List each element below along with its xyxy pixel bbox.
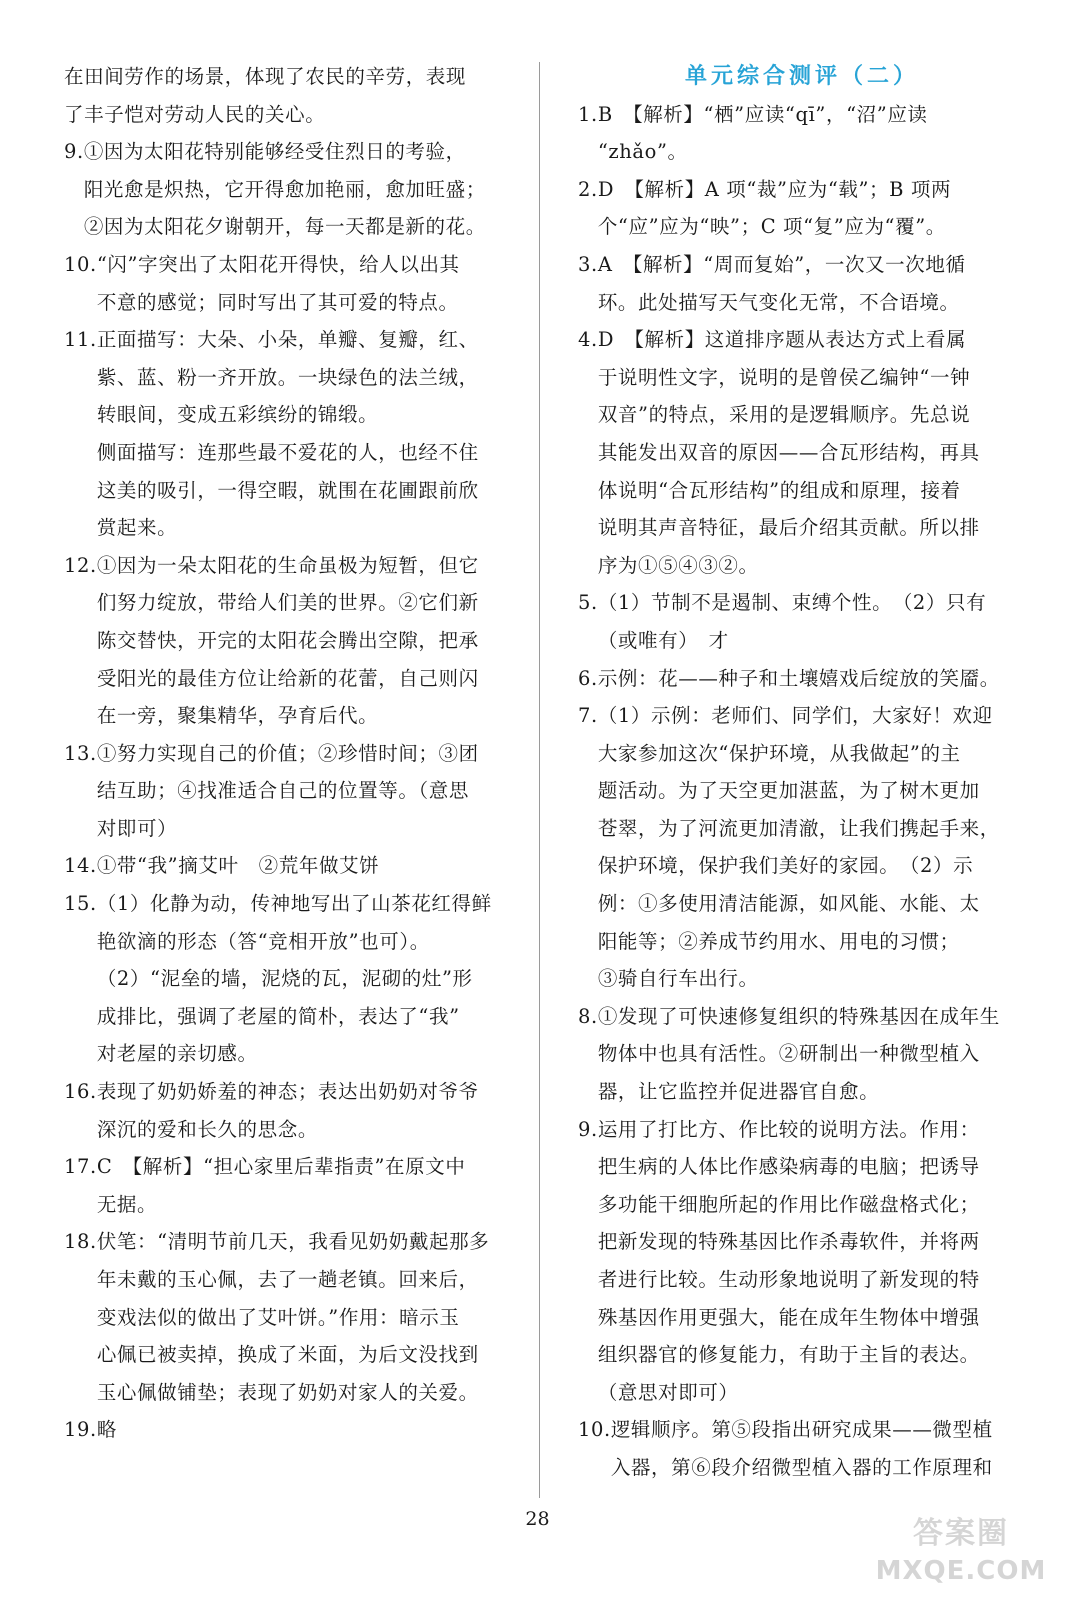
answer-text: ①因为太阳花特别能够经受住烈日的考验， 阳光愈是炽热，它开得愈加艳丽，愈加旺盛； ②因为太阳花夕谢朝开，每一天都是新的花。 <box>83 140 486 239</box>
answer-text: 运用了打比方、作比较的说明方法。作用： 把生病的人体比作感染病毒的电脑；把诱导 多功能干细胞所起的作用比作磁盘格式化； 把新发现的特殊基因比作杀毒软件，并将两 者进行比较。生动形象地说明了新发现的特 殊基因作用更强大，能在成年生物体中增强 组织器官的修复能力，有助于主旨的表达。 （意思对即可） <box>597 1117 980 1404</box>
answer-item-r3 <box>578 246 1026 321</box>
answer-number: 19. <box>64 1418 97 1442</box>
answer-number: 14. <box>64 854 97 878</box>
answer-item-10 <box>64 246 514 321</box>
answer-number: 4. <box>578 328 598 352</box>
answer-text: （1）示例：老师们、同学们，大家好！欢迎 大家参加这次“保护环境，从我做起”的主 题活动。为了天空更加湛蓝，为了树木更加 苍翠，为了河流更加清澈，让我们携起手来， 保护环境，保护我们美好的家园。 （2）示 例：①多使用清洁能源，如风能、水能、太 阳能等；②养成节约用水、用电的习惯； ③骑自行车出行。 <box>597 704 1000 991</box>
section-heading: 单元综合测评（二） <box>684 64 919 89</box>
answer-item-17 <box>64 1148 514 1223</box>
answer-number: 18. <box>64 1230 97 1254</box>
answer-number: 9. <box>64 140 84 164</box>
answer-item-12 <box>64 547 514 735</box>
answer-item-r5 <box>578 584 1026 659</box>
answer-item-9 <box>64 133 514 246</box>
answer-item-r1 <box>578 96 1026 171</box>
answer-item-14 <box>64 847 514 885</box>
answer-number: 7. <box>578 704 598 728</box>
watermark-bottom-text: MXQE.COM <box>875 1556 1047 1586</box>
answer-text: ①努力实现自己的价值；②珍惜时间；③团 结互助；④找准适合自己的位置等。（意思 对即可） <box>96 741 479 840</box>
answer-text: ①带“我”摘艾叶 ②荒年做艾饼 <box>96 854 380 878</box>
answer-text: D 【解析】这道排序题从表达方式上看属 于说明性文字，说明的是曾侯乙编钟“一钟 双音”的特点，采用的是逻辑顺序。先总说 其能发出双音的原因——合瓦形结构，再具 体说明“合瓦形结构”的组成和原理，接着 说明其声音特征，最后介绍其贡献。所以排 序为①⑤④③②。 <box>597 328 980 577</box>
answer-item-19 <box>64 1411 514 1449</box>
answer-item-r4 <box>578 321 1026 584</box>
answer-number: 15. <box>64 892 97 916</box>
answer-text: ①发现了可快速修复组织的特殊基因在成年生 物体中也具有活性。②研制出一种微型植入 器，让它监控并促进器官自愈。 <box>597 1004 1000 1104</box>
right-column <box>578 58 1026 1487</box>
answer-item-r2 <box>578 171 1026 246</box>
answer-text: “闪”字突出了太阳花开得快，给人以出其 不意的感觉；同时写出了其可爱的特点。 <box>96 252 460 314</box>
answer-number: 16. <box>64 1080 97 1104</box>
answer-item-18 <box>64 1223 514 1411</box>
answer-number: 2. <box>578 177 598 201</box>
answer-item-r8 <box>578 998 1026 1111</box>
answer-number: 11. <box>64 328 97 352</box>
answer-number: 13. <box>64 741 97 765</box>
answer-item-r10 <box>578 1411 1026 1486</box>
answer-text: 示例：花——种子和土壤嬉戏后绽放的笑靥。 <box>597 666 1000 690</box>
answer-text: 略 <box>96 1418 117 1442</box>
answer-text: （1）节制不是遏制、束缚个性。 （2）只有 （或唯有） 才 <box>597 591 987 652</box>
watermark-logo <box>861 1514 1061 1594</box>
answer-text: 伏笔：“清明节前几天，我看见奶奶戴起那多 年未戴的玉心佩，去了一趟老镇。回来后， 变戏法似的做出了艾叶饼。”作用：暗示玉 心佩已被卖掉，换成了米面，为后文没找到 玉心佩做铺垫；表现了奶奶对家人的关爱。 <box>96 1230 490 1404</box>
column-divider <box>539 62 540 1498</box>
answer-item-11 <box>64 321 514 547</box>
answer-text: A 【解析】“周而复始”，一次又一次地循 环。此处描写天气变化无常，不合语境。 <box>597 252 966 314</box>
answer-number: 5. <box>578 591 598 615</box>
answer-number: 10. <box>578 1418 611 1442</box>
page-number: 28 <box>525 1508 550 1530</box>
answer-number: 12. <box>64 553 97 577</box>
answer-item-r9 <box>578 1111 1026 1412</box>
answer-item-r6 <box>578 660 1026 698</box>
answer-text: 逻辑顺序。第⑤段指出研究成果——微型植 入器，第⑥段介绍微型植入器的工作原理和 <box>610 1418 993 1479</box>
answer-number: 6. <box>578 666 598 690</box>
answer-text: 表现了奶奶娇羞的神态；表达出奶奶对爷爷 深沉的爱和长久的思念。 <box>96 1080 479 1141</box>
answer-text: （1）化静为动，传神地写出了山茶花红得鲜 艳欲滴的形态（答“竞相开放”也可）。 （2）“泥垒的墙，泥烧的瓦，泥砌的灶”形 成排比，强调了老屋的简朴，表达了“我” 对老屋的亲切感。 <box>96 892 492 1066</box>
answer-text: C 【解析】“担心家里后辈指责”在原文中 无据。 <box>96 1155 466 1216</box>
answer-text: D 【解析】A 项“裁”应为“载”；B 项两 个“应”应为“映”；C 项“复”应为“覆”。 <box>597 177 952 239</box>
answer-text: 正面描写：大朵、小朵，单瓣、复瓣，红、 紫、蓝、粉一齐开放。一块绿色的法兰绒， 转眼间，变成五彩缤纷的锦缎。 侧面描写：连那些最不爱花的人，也经不住 这美的吸引，一得空暇，就围在花圃跟前欣 赏起来。 <box>96 328 479 540</box>
left-lead-text: 在田间劳作的场景，体现了农民的辛劳，表现 了丰子恺对劳动人民的关心。 <box>64 65 467 126</box>
answer-number: 1. <box>578 102 598 126</box>
answer-number: 10. <box>64 252 97 276</box>
answer-number: 3. <box>578 252 598 276</box>
answer-number: 17. <box>64 1155 97 1179</box>
answer-item-r7 <box>578 697 1026 998</box>
answer-text: ①因为一朵太阳花的生命虽极为短暂，但它 们努力绽放，带给人们美的世界。②它们新 陈交替快，开完的太阳花会腾出空隙，把承 受阳光的最佳方位让给新的花蕾，自己则闪 在一旁，聚集精华，孕育后代。 <box>96 553 479 728</box>
answer-item-16 <box>64 1073 514 1148</box>
answer-number: 8. <box>578 1004 598 1028</box>
answer-item-15 <box>64 885 514 1073</box>
answer-text: B 【解析】“栖”应读“qī”，“沼”应读 “zhǎo”。 <box>597 102 928 164</box>
answer-number: 9. <box>578 1117 598 1141</box>
left-column <box>64 58 514 1449</box>
answer-item-13 <box>64 735 514 848</box>
watermark-top-text: 答案圈 <box>913 1516 1009 1551</box>
